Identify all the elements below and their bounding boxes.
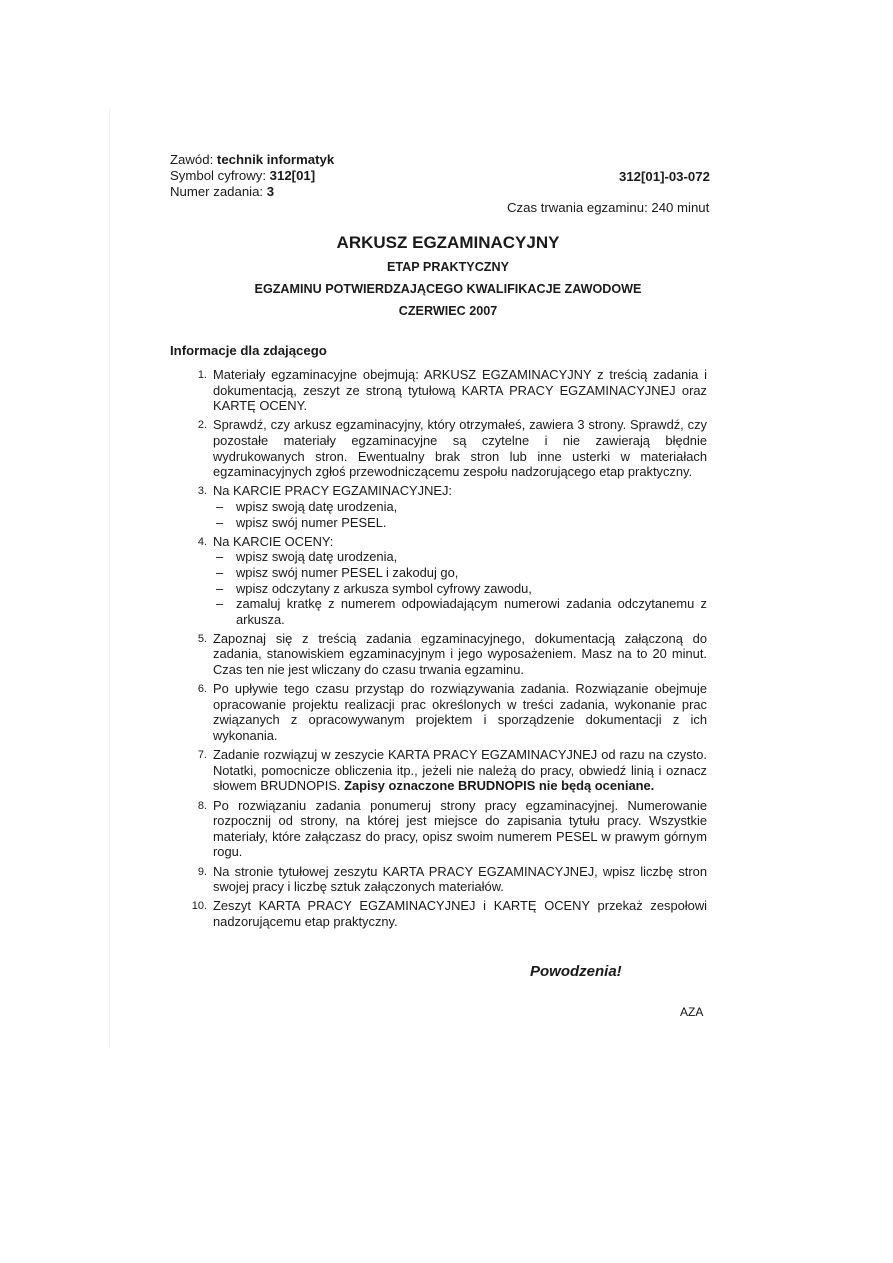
exam-duration: Czas trwania egzaminu: 240 minut	[507, 200, 710, 215]
instructions-list	[191, 367, 707, 933]
sub-list-item: – zamaluj kratkę z numerem odpowiadającym numerowi zadania odczytanemu z arkusza.	[216, 596, 707, 627]
good-luck-text: Powodzenia!	[530, 963, 622, 980]
sub-list-item: – wpisz swoją datę urodzenia,	[216, 549, 398, 565]
task-number-line: Numer zadania: 3	[170, 184, 275, 199]
footer-mark: AZA	[680, 1005, 704, 1019]
sub-list-item: – wpisz odczytany z arkusza symbol cyfrowy zawodu,	[216, 580, 532, 596]
sub-list	[213, 499, 707, 530]
sub-list-item: – wpisz swój numer PESEL i zakoduj go,	[216, 564, 459, 580]
list-item: 8. Po rozwiązaniu zadania ponumeruj strony pracy egzaminacyjnej. Numerowanie rozpocznij od strony, na której jest miejsce do zapisania tytułu pracy. Wszystkie materiały, które załączasz do pracy, opisz swoim numerem PESEL w prawym górnym rogu.	[197, 797, 707, 860]
profession-line: Zawód: technik informatyk	[170, 152, 335, 167]
list-item: 6. Po upływie tego czasu przystąp do rozwiązywania zadania. Rozwiązanie obejmuje opracowanie projektu realizacji prac określonych w treści zadania, wykonanie prac związanych z opracowywanym projektem i sporządzenie dokumentacji z ich wykonania.	[197, 681, 707, 744]
sub-list-item: – wpisz swój numer PESEL.	[216, 514, 387, 530]
exam-title: EGZAMINU POTWIERDZAJĄCEGO KWALIFIKACJE ZAWODOWE	[254, 282, 642, 296]
list-item: 1. Materiały egzaminacyjne obejmują: ARKUSZ EGZAMINACYJNY z treścią zadania i dokumentacją, zeszyt ze stroną tytułową KARTA PRACY EGZAMINACYJNEJ oraz KARTĘ OCENY.	[197, 367, 707, 414]
list-item: 7. Zadanie rozwiązuj w zeszycie KARTA PRACY EGZAMINACYJNEJ od razu na czysto. Notatki, pomocnicze obliczenia itp., jeżeli nie należą do pracy, obwiedź linią i oznacz słowem BRUDNOPIS. Zapisy oznaczone BRUDNOPIS nie będą oceniane.	[197, 747, 707, 794]
info-heading: Informacje dla zdającego	[170, 343, 327, 358]
list-item: 9. Na stronie tytułowej zeszytu KARTA PRACY EGZAMINACYJNEJ, wpisz liczbę stron swojej pracy i liczbę sztuk załączonych materiałów.	[197, 863, 707, 895]
list-item: 3. Na KARCIE PRACY EGZAMINACYJNEJ: – wpisz swoją datę urodzenia, – wpisz swój numer PESEL.	[213, 483, 707, 530]
sheet-code: 312[01]-03-072	[619, 169, 710, 184]
list-item: 10. Zeszyt KARTA PRACY EGZAMINACYJNEJ i KARTĘ OCENY przekaż zespołowi nadzorującemu etap praktyczny.	[191, 898, 707, 929]
stage-title: ETAP PRAKTYCZNY	[387, 260, 509, 274]
list-item: 5. Zapoznaj się z treścią zadania egzaminacyjnego, dokumentacją załączoną do zadania, stanowiskiem egzaminacyjnym i jego wyposażeniem. Masz na to 20 minut. Czas ten nie jest wliczany do czasu trwania egzaminu.	[197, 630, 707, 678]
symbol-line: Symbol cyfrowy: 312[01]	[170, 168, 316, 183]
profession-value: technik informatyk	[216, 152, 335, 167]
symbol-value: 312[01]	[269, 168, 316, 183]
sub-list-item: – wpisz swoją datę urodzenia,	[216, 498, 398, 514]
draft-warning: Zapisy oznaczone BRUDNOPIS nie będą oceniane.	[344, 778, 655, 794]
task-number-value: 3	[266, 184, 275, 199]
document-title: ARKUSZ EGZAMINACYJNY	[336, 233, 560, 252]
list-item: 2. Sprawdź, czy arkusz egzaminacyjny, który otrzymałeś, zawiera 3 strony. Sprawdź, czy pozostałe materiały egzaminacyjne są czytelne i nie zawierają błędnie wydrukowanych stron. Ewentualny brak stron lub inne usterki w materiałach egzaminacyjnych zgłoś przewodniczącemu zespołu nadzorującego etap praktyczny.	[197, 417, 707, 480]
sub-list	[213, 549, 707, 627]
exam-date: CZERWIEC 2007	[398, 304, 498, 318]
list-item: 4. Na KARCIE OCENY: – wpisz swoją datę urodzenia, – wpisz swój numer PESEL i zakoduj go, – wpisz odczytany z arkusza symbol cyfrowy zawodu, – zamaluj kratkę z numerem odpowiadającym numerowi zadania odczytanemu z arkusza.	[197, 533, 707, 627]
